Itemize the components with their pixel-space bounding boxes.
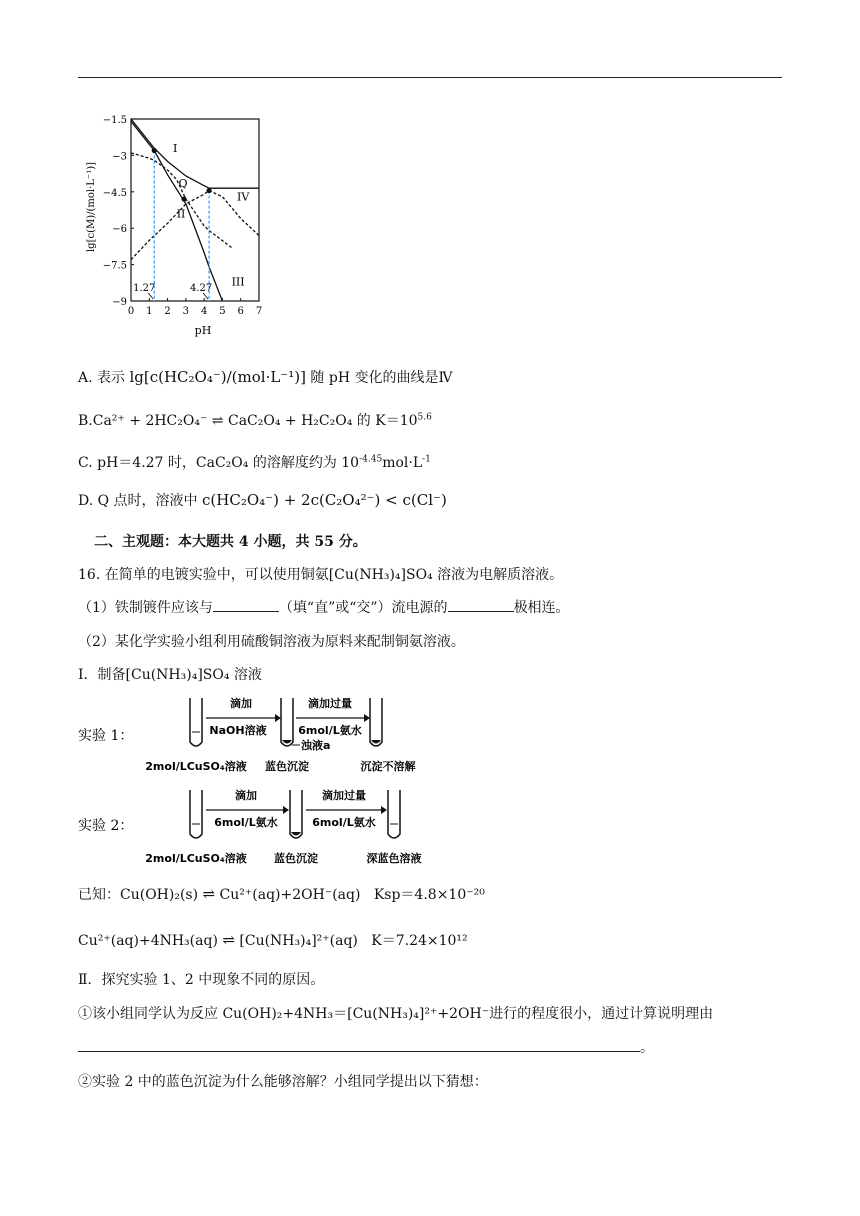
y-tick-label: −7.5 bbox=[102, 260, 127, 272]
y-axis-label: lg[c(M)/(mol·L⁻¹)] bbox=[86, 161, 97, 253]
known-equilibrium-2 bbox=[78, 930, 468, 950]
question-2-text: ②实验 2 中的蓝色沉淀为什么能够溶解？小组同学提出以下猜想： bbox=[78, 1074, 488, 1090]
y-tick-label: −4.5 bbox=[102, 187, 127, 199]
point-label-q: Q bbox=[178, 176, 188, 190]
x-axis-label: pH bbox=[194, 324, 212, 337]
answer-blank-3[interactable] bbox=[78, 1051, 640, 1052]
series-line-I bbox=[131, 119, 259, 188]
x-tick-label: 7 bbox=[255, 306, 263, 317]
curve-label: II bbox=[176, 207, 186, 221]
known1-lhs: 已知：Cu(OH)₂(s) bbox=[78, 887, 199, 903]
ph-marker-label: 1.27 bbox=[133, 283, 156, 294]
curve-label: III bbox=[231, 275, 245, 289]
test-tube-3 bbox=[370, 698, 382, 746]
curve-label: I bbox=[173, 142, 178, 156]
experiment-2-diagram bbox=[78, 784, 478, 870]
header-rule bbox=[78, 77, 782, 78]
option-b-suffix: 的 K＝10 bbox=[352, 413, 418, 429]
ph-marker-label: 4.27 bbox=[189, 283, 213, 294]
solubility-chart bbox=[78, 112, 278, 342]
exp2-tube3-label: 深蓝色溶液 bbox=[366, 852, 422, 865]
series-line-II bbox=[131, 153, 232, 248]
exp2-tube2-label: 蓝色沉淀 bbox=[274, 852, 318, 865]
q16-part1-b: （填“直”或“交”）流电源的 bbox=[278, 600, 448, 616]
x-tick-label: 4 bbox=[200, 306, 208, 317]
x-tick-label: 1 bbox=[146, 306, 153, 317]
data-point bbox=[152, 148, 157, 153]
part-one-heading: Ⅰ．制备[Cu(NH₃)₄]SO₄ 溶液 bbox=[78, 667, 262, 683]
exp1-tube1-label: 2mol/LCuSO₄溶液 bbox=[145, 760, 247, 773]
known1-rhs: Cu²⁺(aq)+2OH⁻(aq) bbox=[219, 887, 361, 903]
known2-lhs: Cu²⁺(aq)+4NH₃(aq) bbox=[78, 933, 218, 949]
option-d-prefix: D. Q 点时，溶液中 bbox=[78, 493, 198, 509]
arrow-1 bbox=[206, 806, 289, 814]
exp1-arrow1-top: 滴加 bbox=[230, 697, 252, 710]
y-tick-label: −9 bbox=[112, 297, 127, 308]
arrow-1 bbox=[206, 714, 281, 722]
known2-rhs: [Cu(NH₃)₄]²⁺(aq) bbox=[239, 933, 358, 949]
known2-k: K＝7.24×10¹² bbox=[371, 933, 468, 949]
answer-blank-1[interactable] bbox=[213, 611, 279, 612]
question-1-end: 。 bbox=[640, 1040, 654, 1056]
section-heading: 二、主观题：本大题共 4 小题，共 55 分。 bbox=[94, 534, 367, 550]
option-a-prefix: A. 表示 bbox=[78, 370, 126, 386]
exp1-arrow2-bottom: 6mol/L氨水 bbox=[298, 724, 362, 737]
arrow-2 bbox=[296, 714, 370, 722]
exp2-arrow2-bottom: 6mol/L氨水 bbox=[312, 816, 376, 829]
option-d-formula: c(HC₂O₄⁻) + 2c(C₂O₄²⁻) < c(Cl⁻) bbox=[202, 491, 447, 509]
q16-stem: 16. 在简单的电镀实验中，可以使用铜氨[Cu(NH₃)₄]SO₄ 溶液为电解质溶液。 bbox=[78, 567, 564, 583]
option-c-prefix: C. pH＝4.27 时，CaC₂O₄ 的溶解度约为 10 bbox=[78, 455, 360, 471]
data-point bbox=[206, 188, 211, 193]
exp2-arrow1-top: 滴加 bbox=[235, 789, 257, 802]
option-b-prefix: B. bbox=[78, 413, 93, 429]
option-a bbox=[78, 367, 452, 387]
exp1-label: 实验 1： bbox=[78, 728, 134, 744]
x-tick-label: 3 bbox=[182, 306, 190, 317]
answer-blank-2[interactable] bbox=[448, 611, 514, 612]
exp2-arrow2-top: 滴加过量 bbox=[322, 789, 366, 802]
plot-area bbox=[103, 115, 262, 317]
x-tick-label: 0 bbox=[127, 306, 135, 317]
test-tube-1 bbox=[190, 790, 202, 838]
data-point bbox=[181, 196, 186, 201]
test-tube-3 bbox=[388, 790, 400, 838]
exp1-tube2-label: 蓝色沉淀 bbox=[265, 760, 309, 773]
test-tube-1 bbox=[190, 698, 202, 746]
option-c-unit: mol·L bbox=[382, 455, 423, 471]
exp2-label: 实验 2： bbox=[78, 818, 134, 834]
q16-part2: （2）某化学实验小组利用硫酸铜溶液为原料来配制铜氨溶液。 bbox=[78, 634, 465, 650]
exp1-arrow2-top: 滴加过量 bbox=[308, 697, 352, 710]
option-b-formula: Ca²⁺ + 2HC₂O₄⁻ ⇌ CaC₂O₄ + H₂C₂O₄ bbox=[92, 413, 353, 429]
experiment-1-diagram bbox=[78, 692, 478, 778]
y-tick-label: −6 bbox=[112, 224, 127, 236]
test-tube-2 bbox=[281, 698, 293, 746]
x-tick-label: 5 bbox=[219, 306, 226, 317]
q16-part1-c: 极相连。 bbox=[513, 600, 570, 616]
option-c-exponent: -4.45 bbox=[359, 454, 383, 465]
test-tube-2 bbox=[290, 790, 302, 838]
option-c bbox=[78, 452, 431, 472]
arrow-2 bbox=[306, 806, 387, 814]
question-1-text: ①该小组同学认为反应 Cu(OH)₂+4NH₃＝[Cu(NH₃)₄]²⁺+2OH⁻进行的程度很小，通过计算说明理由 bbox=[78, 1006, 714, 1022]
y-tick-label: −3 bbox=[112, 151, 127, 163]
exp1-arrow1-bottom: NaOH溶液 bbox=[209, 724, 267, 737]
known1-ksp: Ksp＝4.8×10⁻²⁰ bbox=[373, 887, 485, 903]
exp1-side-note: 浊液a bbox=[301, 739, 331, 752]
exp1-tube3-label: 沉淀不溶解 bbox=[360, 760, 416, 773]
exp2-arrow1-bottom: 6mol/L氨水 bbox=[214, 816, 278, 829]
part-two-heading: Ⅱ．探究实验 1、2 中现象不同的原因。 bbox=[78, 972, 325, 988]
option-a-formula: lg[c(HC₂O₄⁻)/(mol·L⁻¹)] bbox=[129, 368, 306, 386]
reversible-arrow-icon: ⇌ bbox=[202, 885, 216, 903]
y-tick-label: −1.5 bbox=[102, 115, 127, 126]
curve-label: IV bbox=[237, 190, 250, 204]
known-equilibrium-1 bbox=[78, 884, 485, 904]
exp2-tube1-label: 2mol/LCuSO₄溶液 bbox=[145, 852, 247, 865]
option-a-suffix: 随 pH 变化的曲线是Ⅳ bbox=[310, 370, 453, 386]
option-b bbox=[78, 410, 432, 430]
reversible-arrow-icon: ⇌ bbox=[222, 931, 235, 949]
option-d bbox=[78, 490, 447, 510]
option-b-exponent: 5.6 bbox=[417, 412, 432, 423]
x-tick-label: 6 bbox=[237, 306, 244, 317]
question-1-answer bbox=[78, 1037, 654, 1057]
x-tick-label: 2 bbox=[164, 306, 171, 317]
q16-part1-a: （1）铁制镀件应该与 bbox=[78, 600, 213, 616]
option-c-unit-exponent: -1 bbox=[422, 454, 431, 465]
q16-part1 bbox=[78, 597, 570, 617]
